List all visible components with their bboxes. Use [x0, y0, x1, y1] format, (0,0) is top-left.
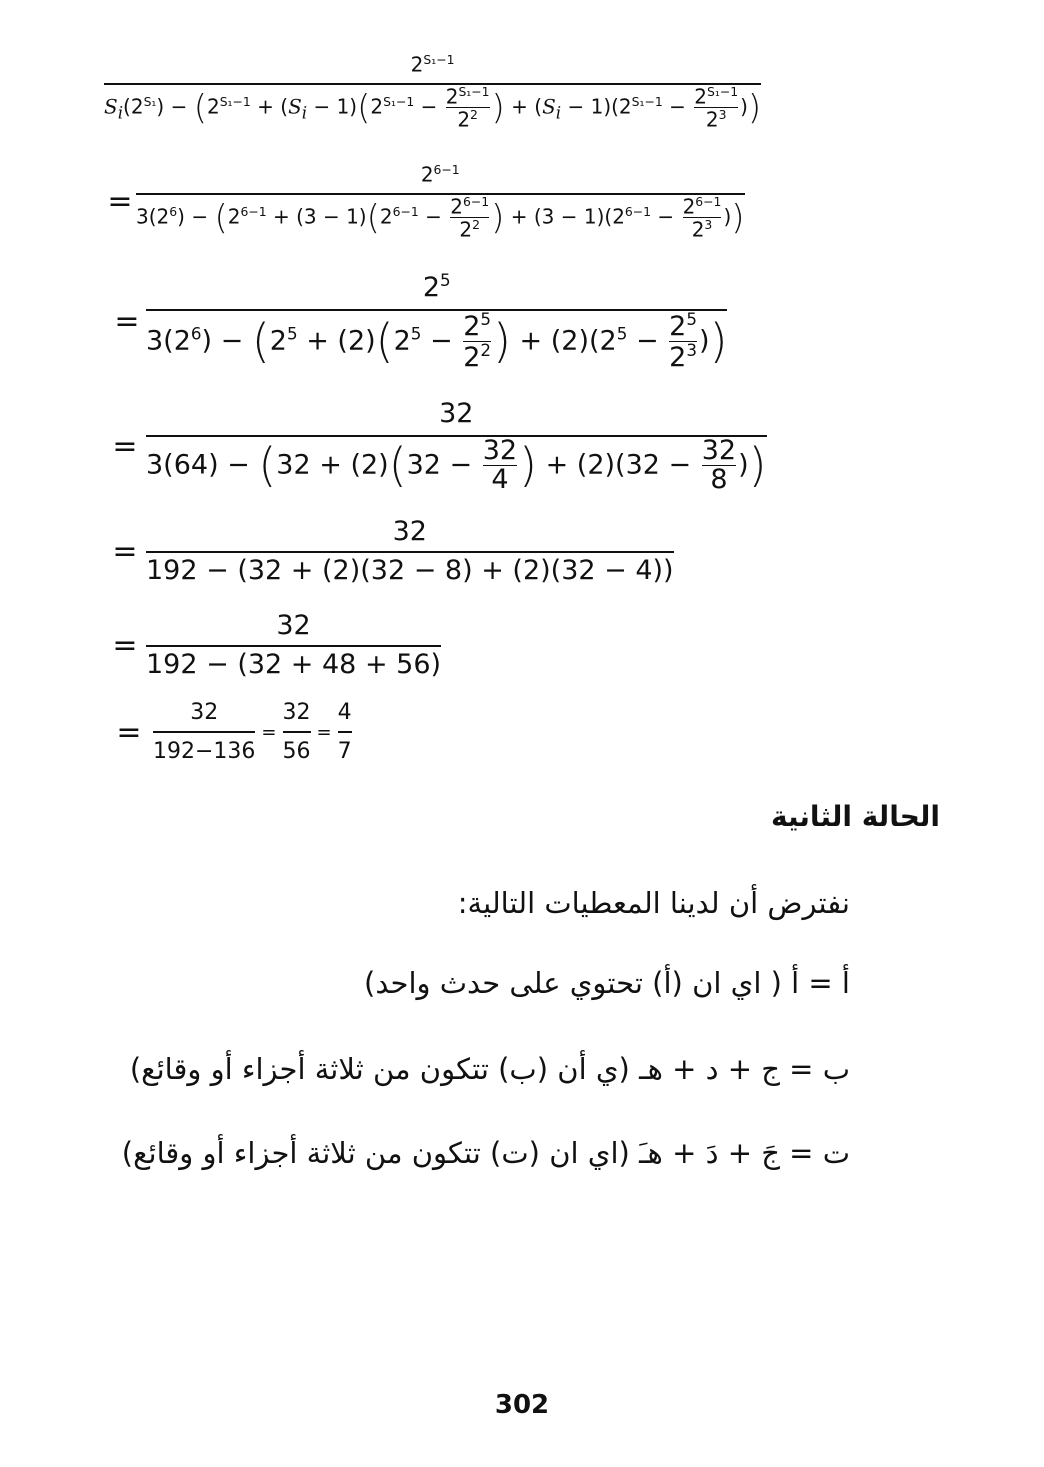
mini-den: 2	[457, 107, 471, 132]
mini-num: 2	[694, 84, 707, 109]
equals-sign: =	[116, 714, 142, 750]
den-d: + (2)	[297, 325, 376, 357]
paren: )	[493, 313, 511, 368]
fraction-general	[104, 52, 761, 131]
den-e: 2	[393, 325, 411, 357]
den-g: −	[414, 94, 444, 119]
den-h: −	[651, 204, 681, 229]
den-e: )	[738, 449, 749, 481]
den-n: )	[740, 94, 748, 119]
fraction-bar	[153, 731, 255, 733]
formula-step-4	[104, 398, 767, 495]
den-i: )	[699, 325, 710, 357]
mini-den-exp: 2	[470, 107, 478, 123]
den-g-exp: 5	[616, 323, 628, 344]
denominator: 56	[282, 739, 311, 764]
den-h: −	[627, 325, 668, 357]
formula-step-3	[108, 270, 727, 373]
var-sub: i	[301, 103, 308, 123]
mini-num-exp: S₁−1	[458, 83, 490, 99]
den-g-exp: 6−1	[624, 203, 652, 219]
paren: )	[519, 437, 538, 492]
fraction-f3	[338, 700, 352, 764]
den-c: 32 −	[406, 449, 481, 481]
den-f: 2	[370, 94, 384, 119]
denominator: 192 − (32 + (2)(32 − 8) + (2)(32 − 4))	[146, 555, 674, 586]
numerator	[421, 162, 460, 187]
formula-general	[104, 52, 761, 131]
mini-num-exp: 6−1	[695, 193, 722, 209]
equals-sign: =	[114, 303, 140, 339]
paren: )	[709, 313, 728, 368]
paren: (	[251, 313, 270, 368]
den-k: − 1)(2	[561, 94, 632, 119]
den-a: 3(64) −	[146, 449, 259, 481]
numerator: 32	[190, 700, 219, 725]
mini-den: 2	[691, 217, 705, 242]
den-a: 3(2	[136, 204, 170, 229]
equals-sign: =	[112, 533, 138, 569]
mini-fraction	[694, 85, 738, 131]
fraction-bar	[146, 645, 441, 647]
den-a-exp: S₁	[143, 93, 157, 109]
paren: (	[388, 437, 407, 492]
mini-num: 2	[682, 194, 696, 219]
mini-fraction	[683, 195, 722, 241]
mini-num: 2	[463, 311, 481, 342]
paren: )	[731, 197, 745, 238]
page-number: 302	[494, 1390, 550, 1420]
den-m: −	[662, 94, 693, 119]
denominator	[136, 195, 745, 241]
numerator: 4	[337, 700, 352, 725]
numerator: 32	[282, 700, 311, 725]
fraction-bar	[338, 731, 352, 733]
mini-den: 2	[705, 107, 719, 132]
numerator: 32	[276, 610, 311, 641]
fraction-bar	[146, 551, 674, 553]
den-c: 2	[206, 94, 220, 119]
paren: (	[375, 313, 394, 368]
paren: )	[491, 87, 505, 128]
paren: )	[747, 87, 762, 128]
den-i: )	[723, 204, 732, 229]
equals-sign: =	[107, 183, 133, 219]
den-k-exp: S₁−1	[631, 93, 663, 109]
section-heading: الحالة الثانية	[770, 800, 940, 833]
den-e-exp: 6−1	[392, 203, 419, 219]
num-exp: 5	[440, 270, 451, 290]
var-sub: i	[117, 103, 124, 123]
var: S	[104, 94, 118, 119]
mini-den-exp: 3	[686, 340, 698, 361]
mini-num-exp: S₁−1	[706, 83, 739, 99]
fraction-bar	[283, 731, 311, 733]
mini-num-exp: 6−1	[462, 193, 490, 209]
mini-den-exp: 2	[480, 340, 492, 361]
mini-num: 32	[701, 435, 737, 466]
den-a-exp: 6	[169, 203, 178, 219]
definition-line-2: ب = ج + د + هـ (ي أن (ب) تتكون من ثلاثة أجزاء أو وقائع)	[129, 1052, 850, 1086]
mini-fraction	[483, 437, 517, 495]
fraction-step-3	[146, 270, 727, 373]
fraction-step-2	[136, 162, 745, 241]
num-exp: 6−1	[433, 162, 460, 177]
mini-num-exp: 5	[480, 309, 492, 329]
paren: (	[214, 197, 228, 238]
equals-sign: =	[112, 428, 138, 464]
paren: (	[258, 437, 277, 492]
num-exp: S₁−1	[423, 52, 455, 67]
den-c-exp: 6−1	[240, 203, 267, 219]
equals-sign: =	[112, 627, 138, 663]
den-h: + (	[504, 94, 543, 119]
den-b: 32 + (2)	[276, 449, 389, 481]
formula-step-2	[104, 162, 745, 241]
den-c: 2	[269, 325, 287, 357]
fraction-f2	[283, 700, 311, 764]
mini-den: 2	[669, 342, 687, 374]
paren: (	[193, 87, 207, 128]
fraction-f1	[153, 700, 255, 764]
mini-num: 32	[482, 435, 518, 466]
den-b: ) −	[177, 204, 215, 229]
formula-step-7	[105, 700, 352, 764]
formula-step-5	[104, 516, 674, 586]
equals-sign: =	[261, 721, 277, 743]
mini-fraction	[463, 311, 491, 373]
den-a: (2	[123, 94, 144, 119]
numerator: 32	[392, 516, 427, 547]
paren: (	[357, 87, 371, 128]
fraction-step-5	[146, 516, 674, 586]
den-b: ) −	[201, 325, 252, 357]
mini-den-exp: 3	[718, 107, 727, 123]
definition-line-1: أ = أ ( اي ان (أ) تحتوي على حدث واحد)	[364, 966, 850, 1000]
paren: )	[748, 437, 767, 492]
mini-num: 2	[450, 194, 463, 219]
denominator	[146, 311, 727, 373]
denominator: 192 − (32 + 48 + 56)	[146, 649, 442, 680]
mini-num-exp: 5	[686, 309, 698, 329]
den-c-exp: 5	[286, 323, 298, 344]
denominator	[146, 437, 767, 495]
var: S	[288, 94, 302, 119]
den-b: ) −	[156, 94, 194, 119]
fraction-step-6	[146, 610, 441, 680]
mini-num: 2	[669, 311, 687, 342]
den-g: + (3 − 1)(2	[504, 204, 625, 229]
den-c: 2	[227, 204, 241, 229]
den-d: + (	[250, 94, 289, 119]
den-d: + (3 − 1)	[266, 204, 367, 229]
mini-den-exp: 2	[472, 217, 480, 233]
den-d: + (2)(32 −	[537, 449, 700, 481]
mini-fraction	[450, 195, 489, 241]
mini-den: 2	[459, 217, 473, 242]
paren: (	[366, 197, 380, 238]
denominator	[104, 85, 761, 131]
numerator: 32	[439, 398, 474, 429]
var: S	[542, 94, 556, 119]
num-base: 2	[410, 52, 424, 77]
den-f: −	[421, 325, 462, 357]
den-f: −	[418, 204, 449, 229]
den-e-exp: 5	[410, 323, 422, 344]
den-a-exp: 6	[190, 323, 202, 344]
den-g: + (2)(2	[510, 325, 617, 357]
mini-den-exp: 3	[704, 217, 713, 233]
mini-den: 2	[463, 342, 481, 374]
num-base: 2	[422, 272, 440, 303]
mini-fraction	[446, 85, 490, 131]
definition-line-3: ت = جَ + دَ + هـَ (اي ان (ت) تتكون من ثلاثة أجزاء أو وقائع)	[121, 1136, 850, 1170]
formula-step-6	[104, 610, 441, 680]
equals-sign: =	[316, 721, 332, 743]
den-e: 2	[379, 204, 393, 229]
denominator: 7	[337, 739, 352, 764]
denominator: 192−136	[153, 739, 256, 764]
mini-fraction	[702, 437, 736, 495]
numerator	[411, 52, 455, 77]
fraction-step-4	[146, 398, 767, 495]
var-sub: i	[555, 103, 562, 123]
den-e: − 1)	[307, 94, 358, 119]
mini-fraction	[669, 311, 697, 373]
mini-den: 8	[710, 464, 728, 496]
mini-den: 4	[491, 464, 509, 496]
paren: )	[491, 197, 505, 238]
den-f-exp: S₁−1	[383, 93, 415, 109]
den-a: 3(2	[146, 325, 191, 357]
num-base: 2	[420, 162, 434, 187]
numerator	[423, 270, 451, 303]
mini-num: 2	[445, 84, 459, 109]
intro-line: نفترض أن لدينا المعطيات التالية:	[457, 886, 850, 920]
den-c-exp: S₁−1	[219, 93, 251, 109]
